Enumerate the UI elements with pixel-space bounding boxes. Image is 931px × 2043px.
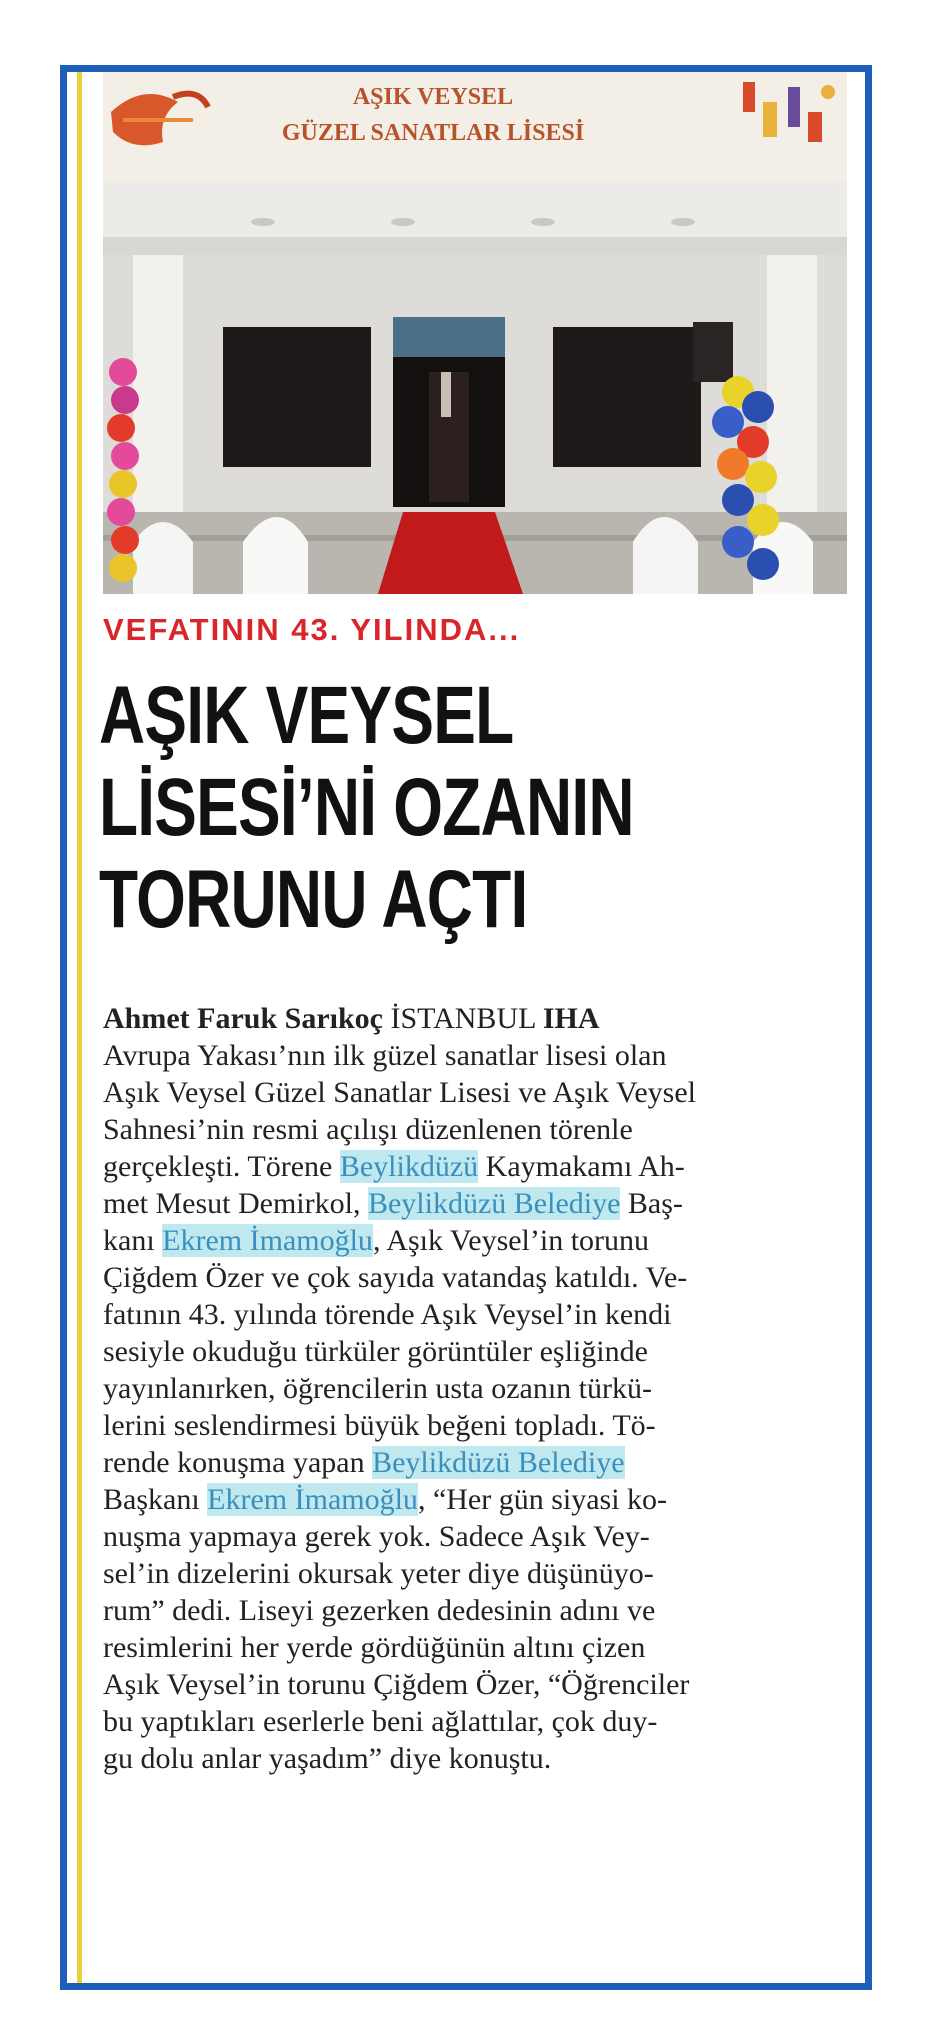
article-kicker: VEFATININ 43. YILINDA...: [103, 612, 521, 647]
headline-line-2: LİSESİ’Nİ OZANIN: [99, 762, 634, 853]
byline-city: İSTANBUL: [390, 1002, 536, 1035]
highlighted-name: Ekrem İmamoğlu: [207, 1483, 418, 1516]
body-line: [103, 1148, 848, 1185]
highlighted-name: Beylikdüzü Belediye: [372, 1446, 625, 1479]
byline: [103, 1000, 848, 1037]
body-line: [103, 1185, 848, 1222]
body-text-segment: Başkanı: [103, 1483, 208, 1516]
article-body: [103, 1000, 848, 1777]
body-text-segment: Baş-: [620, 1187, 683, 1220]
body-line: bu yaptıkları eserlerle beni ağlattılar, çok duy-: [103, 1705, 658, 1738]
body-line: sel’in dizelerini okursak yeter diye düşünüyo-: [103, 1557, 654, 1590]
highlighted-name: Beylikdüzü: [339, 1150, 479, 1183]
headline-line-1: AŞIK VEYSEL: [99, 670, 514, 761]
body-text-segment: kanı: [103, 1224, 163, 1257]
body-line: [103, 1222, 848, 1259]
highlighted-name: Beylikdüzü Belediye: [367, 1187, 621, 1220]
body-text-segment: gerçekleşti. Törene: [103, 1150, 340, 1183]
body-line: resimlerini her yerde gördüğünün altını çizen: [103, 1631, 646, 1664]
body-line: lerini seslendirmesi büyük beğeni topladı. Tö-: [103, 1409, 656, 1442]
byline-author: Ahmet Faruk Sarıkoç: [103, 1002, 383, 1035]
body-line: nuşma yapmaya gerek yok. Sadece Aşık Vey-: [103, 1520, 650, 1553]
body-text-segment: Kaymakamı Ah-: [478, 1150, 685, 1183]
body-text-segment: , “Her gün siyasi ko-: [417, 1483, 668, 1516]
body-line: [103, 1444, 848, 1481]
body-line: Sahnesi’nin resmi açılışı düzenlenen törenle: [103, 1113, 633, 1146]
body-line: yayınlanırken, öğrencilerin usta ozanın türkü-: [103, 1372, 652, 1405]
school-entrance-photo: [103, 72, 847, 594]
body-line: Aşık Veysel’in torunu Çiğdem Özer, “Öğrenciler: [103, 1668, 690, 1701]
article-headline: [99, 670, 676, 946]
body-line: rum” dedi. Liseyi gezerken dedesinin adını ve: [103, 1594, 656, 1627]
body-line: Avrupa Yakası’nın ilk güzel sanatlar lisesi olan: [103, 1039, 667, 1072]
sign-line1: AŞIK VEYSEL: [352, 84, 514, 110]
body-line: Çiğdem Özer ve çok sayıda vatandaş katıldı. Ve-: [103, 1261, 688, 1294]
byline-agency: IHA: [542, 1002, 600, 1035]
body-line: fatının 43. yılında törende Aşık Veysel’in kendi: [103, 1298, 672, 1331]
body-text-segment: , Aşık Veysel’in torunu: [372, 1224, 650, 1257]
sign-line2: GÜZEL SANATLAR LİSESİ: [281, 120, 585, 146]
article-frame: [60, 65, 872, 1990]
body-line: sesiyle okuduğu türküler görüntüler eşliğinde: [103, 1335, 648, 1368]
body-line: [103, 1481, 848, 1518]
body-text-segment: met Mesut Demirkol,: [103, 1187, 368, 1220]
body-line: gu dolu anlar yaşadım” diye konuştu.: [103, 1742, 552, 1775]
body-line: Aşık Veysel Güzel Sanatlar Lisesi ve Aşık Veysel: [103, 1076, 696, 1109]
margin-line: [77, 72, 82, 1983]
highlighted-name: Ekrem İmamoğlu: [162, 1224, 373, 1257]
body-text-segment: rende konuşma yapan: [103, 1446, 373, 1479]
headline-line-3: TORUNU AÇTI: [99, 854, 528, 945]
